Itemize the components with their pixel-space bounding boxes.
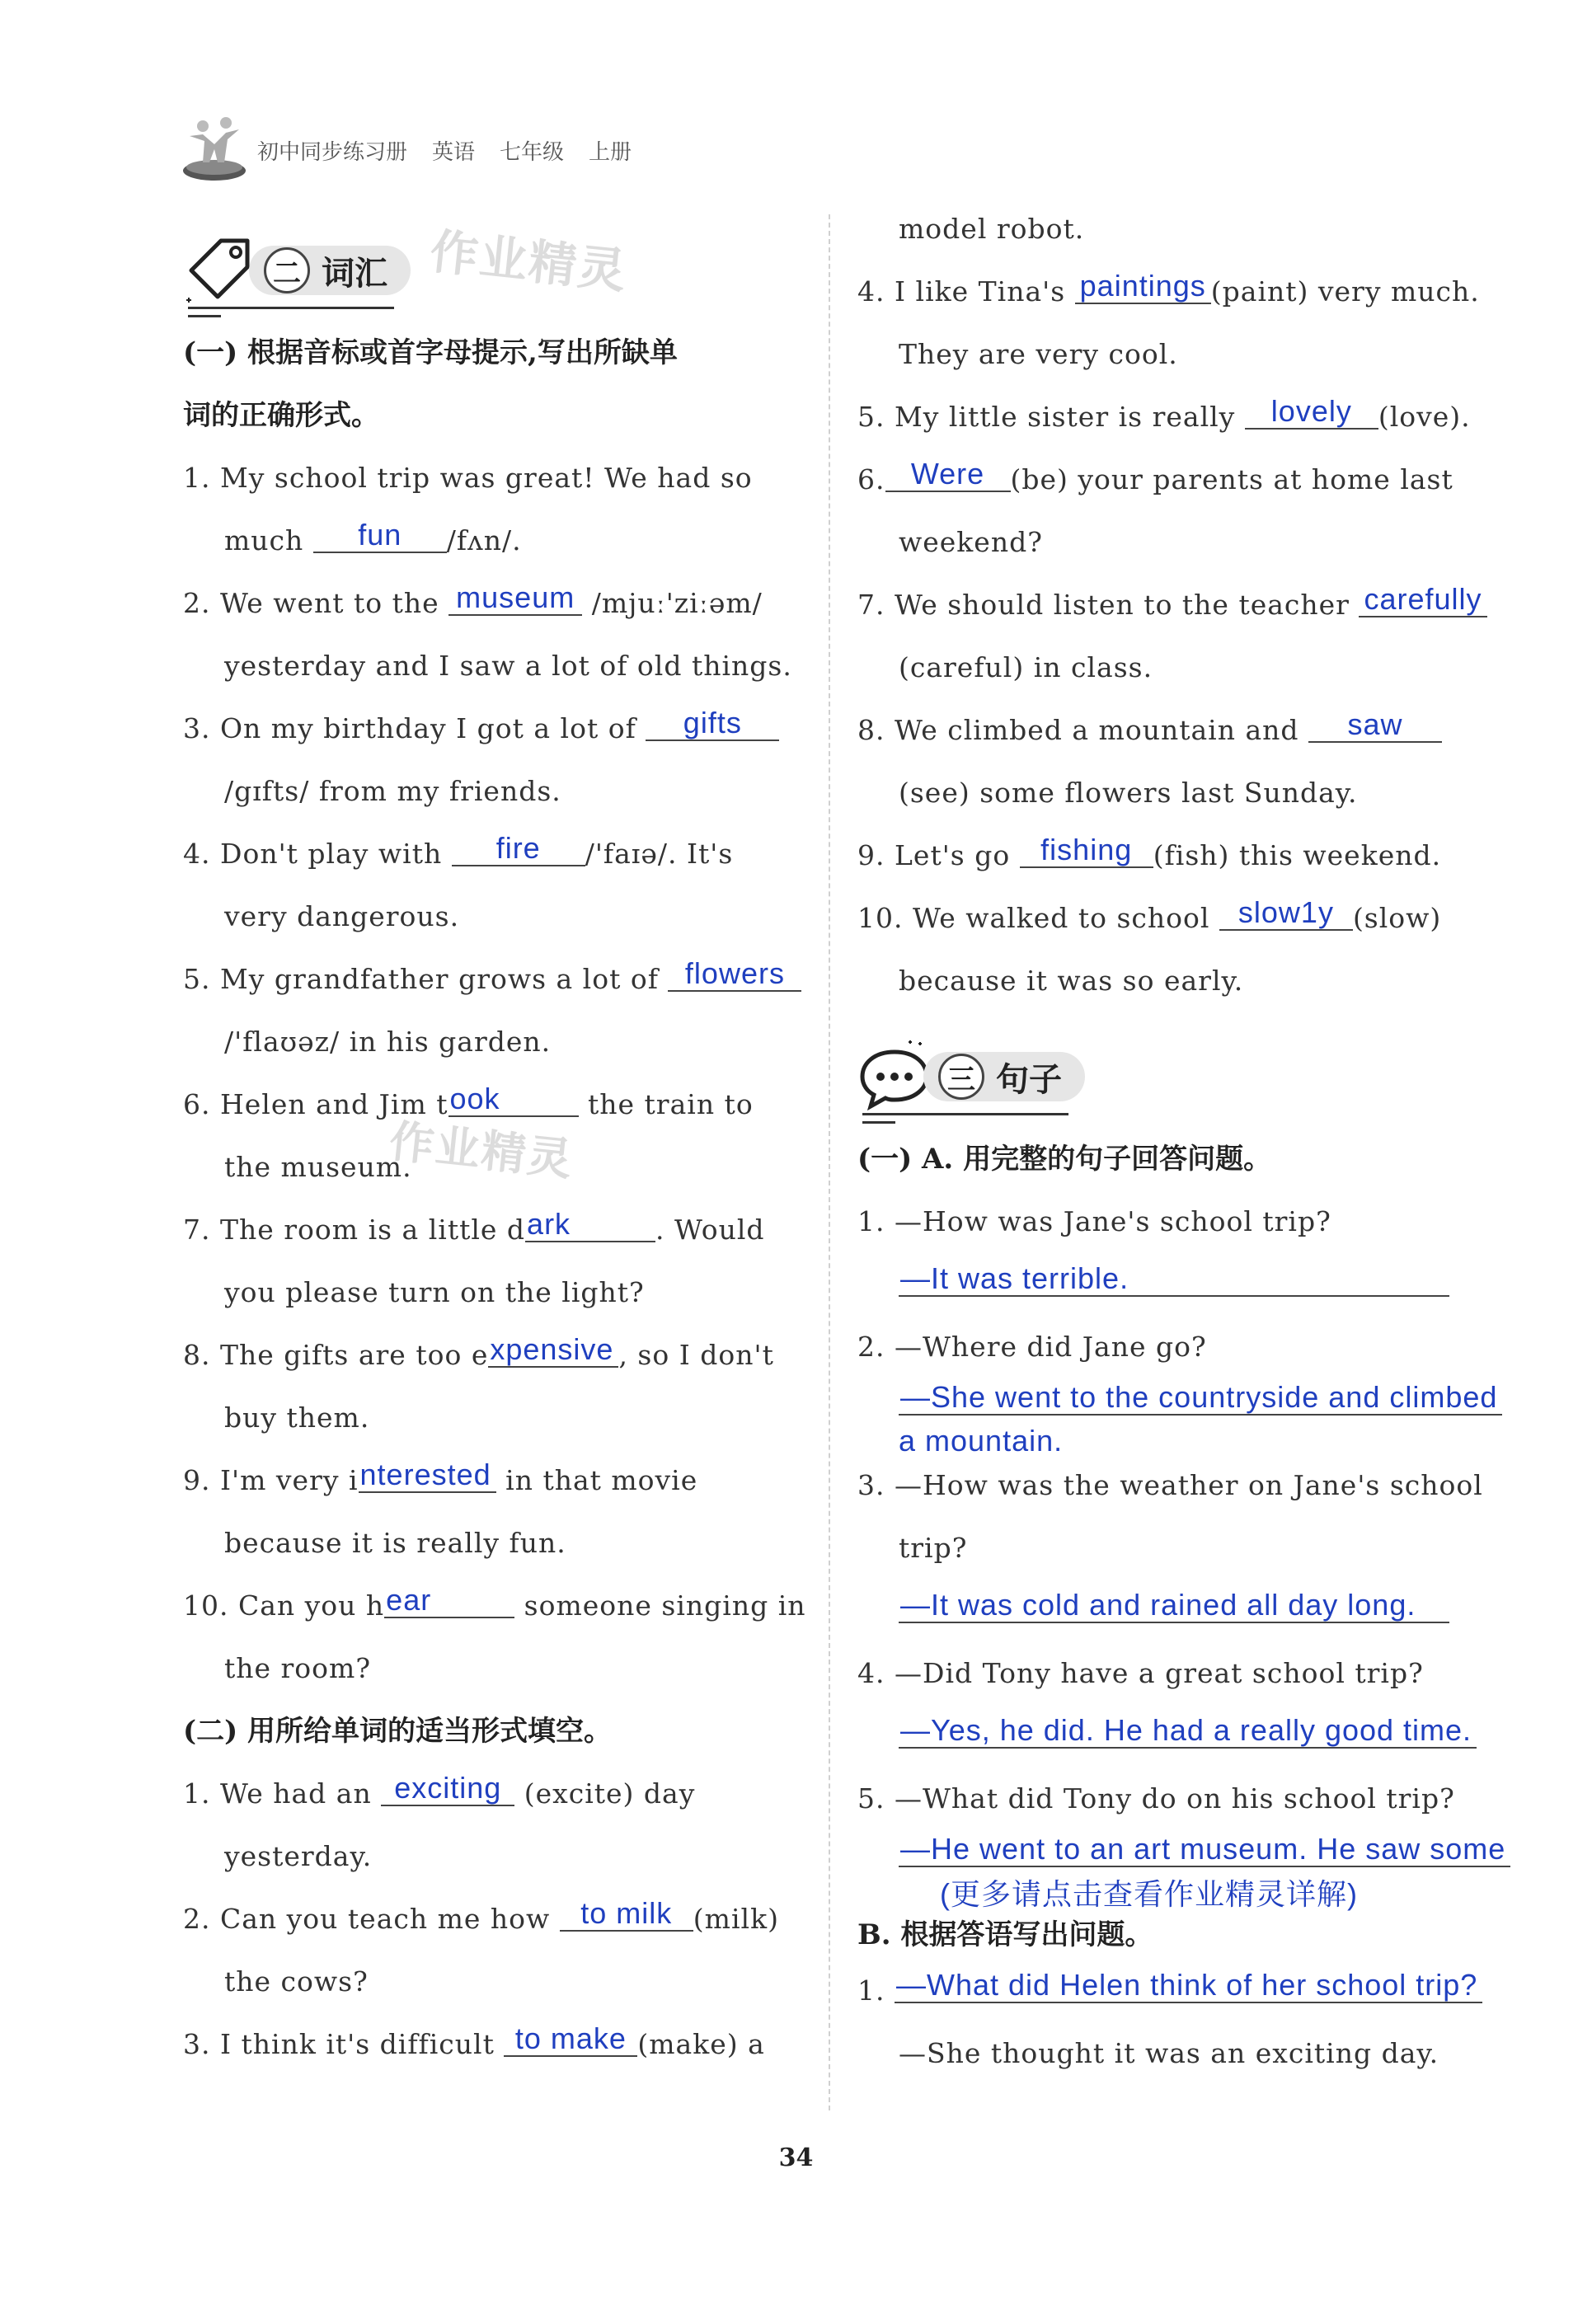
section-sentences-title <box>923 1052 1085 1101</box>
list-item: 3. I think it's difficult to make (make) a <box>183 2021 765 2060</box>
list-item-cont: the museum. 作业精灵 <box>183 1136 797 1199</box>
list-item: 2. We went to the museum /mjuː'ziːəm/ <box>183 580 763 619</box>
answer-blank[interactable]: —It was terrible. <box>899 1262 1449 1297</box>
list-item: 10. We walked to school slow1y (slow) <box>857 895 1442 934</box>
list-item-cont: you please turn on the light? <box>224 1276 645 1308</box>
answer-blank[interactable]: exciting <box>381 1772 514 1806</box>
partB-title: B. 根据答语写出问题。 <box>857 1918 1153 1951</box>
list-item: 5. My little sister is really lovely (love). <box>857 394 1471 433</box>
list-item: 4. —Did Tony have a great school trip? <box>857 1657 1424 1689</box>
section-vocabulary-title <box>249 246 411 295</box>
section-vocabulary-heading <box>183 214 797 322</box>
book-header <box>257 135 632 166</box>
answer-blank[interactable]: —She went to the countryside and climbed <box>899 1381 1502 1416</box>
heading-underline-short <box>862 1121 895 1124</box>
list-item: 2. Can you teach me how to milk (milk) <box>183 1896 779 1935</box>
answer-blank[interactable]: fun <box>313 519 447 553</box>
list-item-cont: They are very cool. <box>899 338 1178 370</box>
list-item-cont: much fun /fʌn/. <box>224 518 522 556</box>
section-title: 句子 <box>996 1060 1062 1099</box>
heading-underline <box>862 1113 1068 1115</box>
answer-blank[interactable]: —It was cold and rained all day long. <box>899 1589 1449 1623</box>
answer-blank[interactable]: fire <box>452 832 585 866</box>
partA-title: (一) A. 用完整的句子回答问题。 <box>857 1143 1272 1176</box>
list-item: 9. I'm very interested in that movie <box>183 1458 698 1496</box>
part2-title: (二) 用所给单词的适当形式填空。 <box>183 1715 613 1748</box>
tag-icon <box>183 231 257 305</box>
section-number: 三 <box>938 1054 984 1100</box>
answer-blank[interactable]: —He went to an art museum. He saw some <box>899 1833 1510 1867</box>
list-item-cont: because it is really fun. <box>224 1527 566 1559</box>
answer-blank[interactable]: to make <box>504 2022 637 2057</box>
list-item-cont: (see) some flowers last Sunday. <box>899 777 1358 809</box>
list-item-cont: /gɪfts/ from my friends. <box>224 775 561 807</box>
watermark: 作业精灵 <box>387 1115 576 1186</box>
page-number: 34 <box>778 2143 814 2172</box>
list-item: 4. Don't play with fire /'faɪə/. It's <box>183 831 734 870</box>
list-item: 5. My grandfather grows a lot of flowers <box>183 948 797 1011</box>
answer-blank[interactable]: —What did Helen think of her school trip? <box>895 1969 1482 2003</box>
list-item: 6. Were (be) your parents at home last <box>857 457 1453 495</box>
watermark: 作业精灵 <box>427 223 631 300</box>
section-title: 词汇 <box>322 254 387 293</box>
answer-blank[interactable]: flowers <box>668 957 801 992</box>
list-item: 5. —What did Tony do on his school trip? <box>857 1782 1455 1815</box>
answer-blank[interactable]: ear <box>384 1584 514 1618</box>
answer-blank[interactable]: paintings <box>1075 270 1211 304</box>
answer-blank[interactable]: xpensive <box>488 1333 618 1368</box>
answer-blank[interactable]: saw <box>1308 708 1442 743</box>
list-item-cont: trip? <box>899 1532 968 1564</box>
list-item: 8. We climbed a mountain and saw <box>857 699 1476 762</box>
list-item: 2. —Where did Jane go? <box>857 1331 1207 1363</box>
answer-blank[interactable]: to milk <box>560 1897 693 1932</box>
list-item-cont: yesterday and I saw a lot of old things. <box>224 650 792 682</box>
list-item: 3. On my birthday I got a lot of gifts <box>183 697 797 760</box>
more-link[interactable]: (更多请点击查看作业精灵详解) <box>940 1877 1358 1911</box>
answer-blank[interactable]: Were <box>885 458 1011 492</box>
answer-blank[interactable]: fishing <box>1020 833 1153 868</box>
answer-line <box>857 1830 1506 1880</box>
answer-blank[interactable]: lovely <box>1245 395 1378 430</box>
answer-line <box>857 1253 1476 1316</box>
list-item-cont: /'flaʊəz/ in his garden. <box>224 1026 552 1058</box>
list-item-cont: —She thought it was an exciting day. <box>899 2037 1439 2069</box>
list-item: 6. Helen and Jim took the train to <box>183 1082 754 1120</box>
list-item-cont: the room? <box>224 1652 372 1684</box>
list-item: 10. Can you hear someone singing in <box>183 1583 806 1622</box>
answer-blank[interactable]: ook <box>448 1082 579 1117</box>
part1-title-a: (一) 根据音标或首字母提示,写出所缺单 <box>183 336 678 369</box>
list-item: 3. —How was the weather on Jane's school <box>857 1469 1483 1501</box>
answer-line <box>857 1378 1498 1428</box>
answer-blank[interactable]: —Yes, he did. He had a really good time. <box>899 1714 1477 1749</box>
list-item: 8. The gifts are too expensive , so I don't <box>183 1332 774 1371</box>
column-divider <box>829 214 830 2110</box>
list-item: 4. I like Tina's paintings (paint) very much. <box>857 269 1480 308</box>
answer-blank[interactable]: ark <box>525 1208 655 1242</box>
answer-blank[interactable]: museum <box>448 581 582 616</box>
list-item: 1. We had an exciting (excite) day <box>183 1771 696 1810</box>
list-item-cont: the cows? <box>224 1965 369 1998</box>
list-item-cont: very dangerous. <box>224 900 460 932</box>
heading-underline-short <box>188 315 221 317</box>
list-item: 1. —How was Jane's school trip? <box>857 1205 1331 1237</box>
answer-blank[interactable]: gifts <box>646 707 779 741</box>
book-logo-icon <box>181 111 247 185</box>
header-subject: 英语 <box>432 140 476 165</box>
list-item: 7. The room is a little dark . Would <box>183 1207 765 1246</box>
right-column <box>857 198 1506 2085</box>
list-item: 7. We should listen to the teacher carefully <box>857 574 1476 636</box>
answer-line <box>857 1580 1476 1642</box>
answer-text: a mountain. <box>899 1424 1064 1458</box>
answer-blank[interactable]: slow1y <box>1219 896 1353 931</box>
speech-bubble-icon <box>857 1037 932 1111</box>
list-item: 1. My school trip was great! We had so <box>183 462 753 494</box>
header-grade: 七年级 <box>500 140 565 165</box>
heading-underline <box>188 307 394 309</box>
list-item-cont: buy them. <box>224 1401 370 1434</box>
answer-line <box>857 1705 1476 1768</box>
left-column <box>183 214 806 2076</box>
header-book: 初中同步练习册 <box>257 140 408 165</box>
section-sentences-heading <box>857 1021 1476 1128</box>
answer-blank[interactable]: carefully <box>1359 583 1486 617</box>
section-number: 二 <box>264 247 310 293</box>
list-item-cont: model robot. <box>899 213 1085 245</box>
answer-blank[interactable]: nterested <box>359 1458 496 1493</box>
list-item-cont: weekend? <box>899 526 1043 558</box>
list-item: 1. —What did Helen think of her school trip? <box>857 1960 1476 2022</box>
list-item: 9. Let's go fishing (fish) this weekend. <box>857 833 1442 871</box>
part1-title-b: 词的正确形式。 <box>183 399 379 432</box>
list-item-cont: (careful) in class. <box>899 651 1153 683</box>
header-volume: 上册 <box>589 140 632 165</box>
list-item-cont: because it was so early. <box>899 965 1244 997</box>
list-item-cont: yesterday. <box>224 1840 373 1872</box>
answer-line-cont <box>857 1424 1476 1458</box>
